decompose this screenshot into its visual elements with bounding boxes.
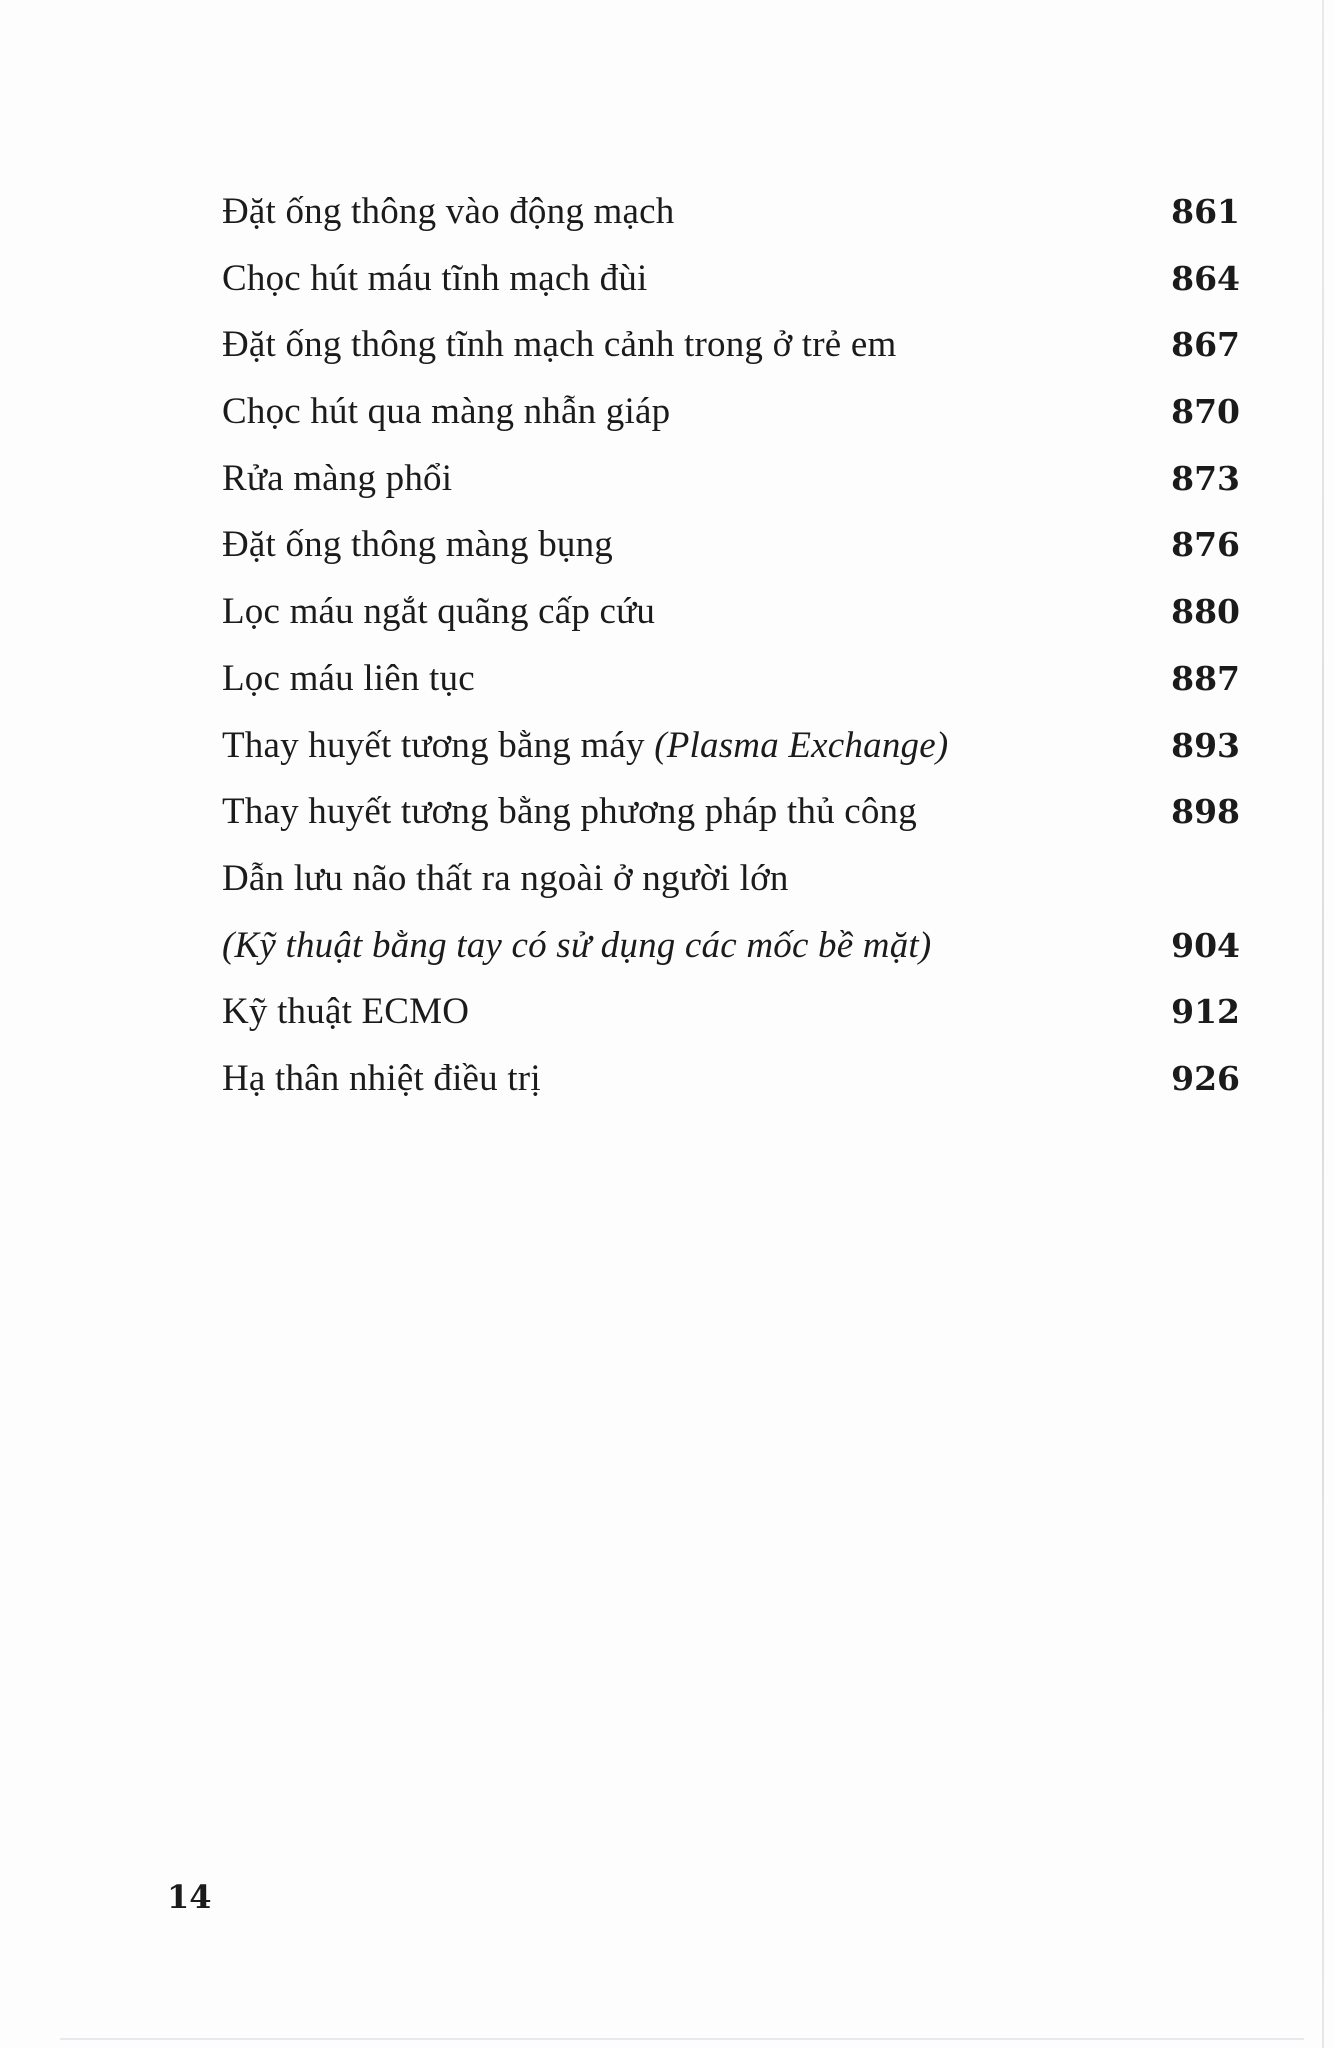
toc-entry-page: 880	[1171, 592, 1240, 632]
toc-entry	[222, 657, 1240, 724]
toc-entry	[222, 857, 1240, 924]
toc-entry-title: Đặt ống thông tĩnh mạch cảnh trong ở trẻ em	[222, 324, 897, 366]
toc-entry-title: Kỹ thuật ECMO	[222, 991, 470, 1033]
toc-entry-title: Đặt ống thông vào động mạch	[222, 191, 675, 232]
page-number: 14	[167, 1878, 212, 1916]
table-of-contents	[222, 190, 1240, 1124]
toc-entry-title: Dẫn lưu não thất ra ngoài ở người lớn	[222, 857, 789, 899]
toc-entry	[222, 1057, 1240, 1124]
toc-entry-title: Lọc máu liên tục	[222, 657, 475, 699]
toc-entry	[222, 457, 1240, 524]
toc-entry	[222, 724, 1240, 791]
toc-entry-page: 867	[1171, 325, 1240, 365]
toc-entry-title-main: Thay huyết tương bằng máy	[222, 724, 645, 766]
toc-entry-page: 887	[1171, 658, 1240, 698]
toc-entry-title: Rửa màng phổi	[222, 457, 453, 499]
toc-entry-page: 926	[1171, 1058, 1240, 1098]
toc-entry	[222, 990, 1240, 1057]
toc-entry-page: 873	[1171, 458, 1240, 498]
toc-entry	[222, 590, 1240, 657]
toc-entry-page: 864	[1171, 258, 1240, 298]
toc-entry-page: 861	[1171, 192, 1240, 231]
toc-entry-title: Đặt ống thông màng bụng	[222, 524, 614, 566]
toc-entry-title	[222, 724, 948, 767]
toc-entry-page: 912	[1171, 992, 1240, 1032]
toc-entry-page: 876	[1171, 525, 1240, 565]
toc-entry-title: (Kỹ thuật bằng tay có sử dụng các mốc bề mặt)	[222, 924, 932, 966]
toc-entry-title: Hạ thân nhiệt điều trị	[222, 1057, 541, 1099]
toc-entry-page: 898	[1171, 792, 1240, 832]
toc-entry	[222, 257, 1240, 324]
toc-entry-page: 904	[1171, 925, 1240, 965]
toc-entry-title: Chọc hút qua màng nhẫn giáp	[222, 391, 671, 433]
toc-entry-title: Lọc máu ngắt quãng cấp cứu	[222, 591, 656, 633]
toc-entry-page: 893	[1171, 725, 1240, 765]
toc-entry	[222, 924, 1240, 991]
toc-entry-title: Thay huyết tương bằng phương pháp thủ công	[222, 791, 917, 833]
toc-entry	[222, 523, 1240, 590]
toc-entry	[222, 790, 1240, 857]
page-edge-bottom	[60, 2038, 1304, 2040]
page-edge	[1322, 0, 1324, 2048]
toc-entry	[222, 190, 1240, 257]
toc-entry	[222, 390, 1240, 457]
toc-entry-page: 870	[1171, 392, 1240, 432]
toc-entry-title-italic: (Plasma Exchange)	[654, 724, 949, 766]
toc-entry	[222, 323, 1240, 390]
toc-entry-title: Chọc hút máu tĩnh mạch đùi	[222, 257, 648, 299]
